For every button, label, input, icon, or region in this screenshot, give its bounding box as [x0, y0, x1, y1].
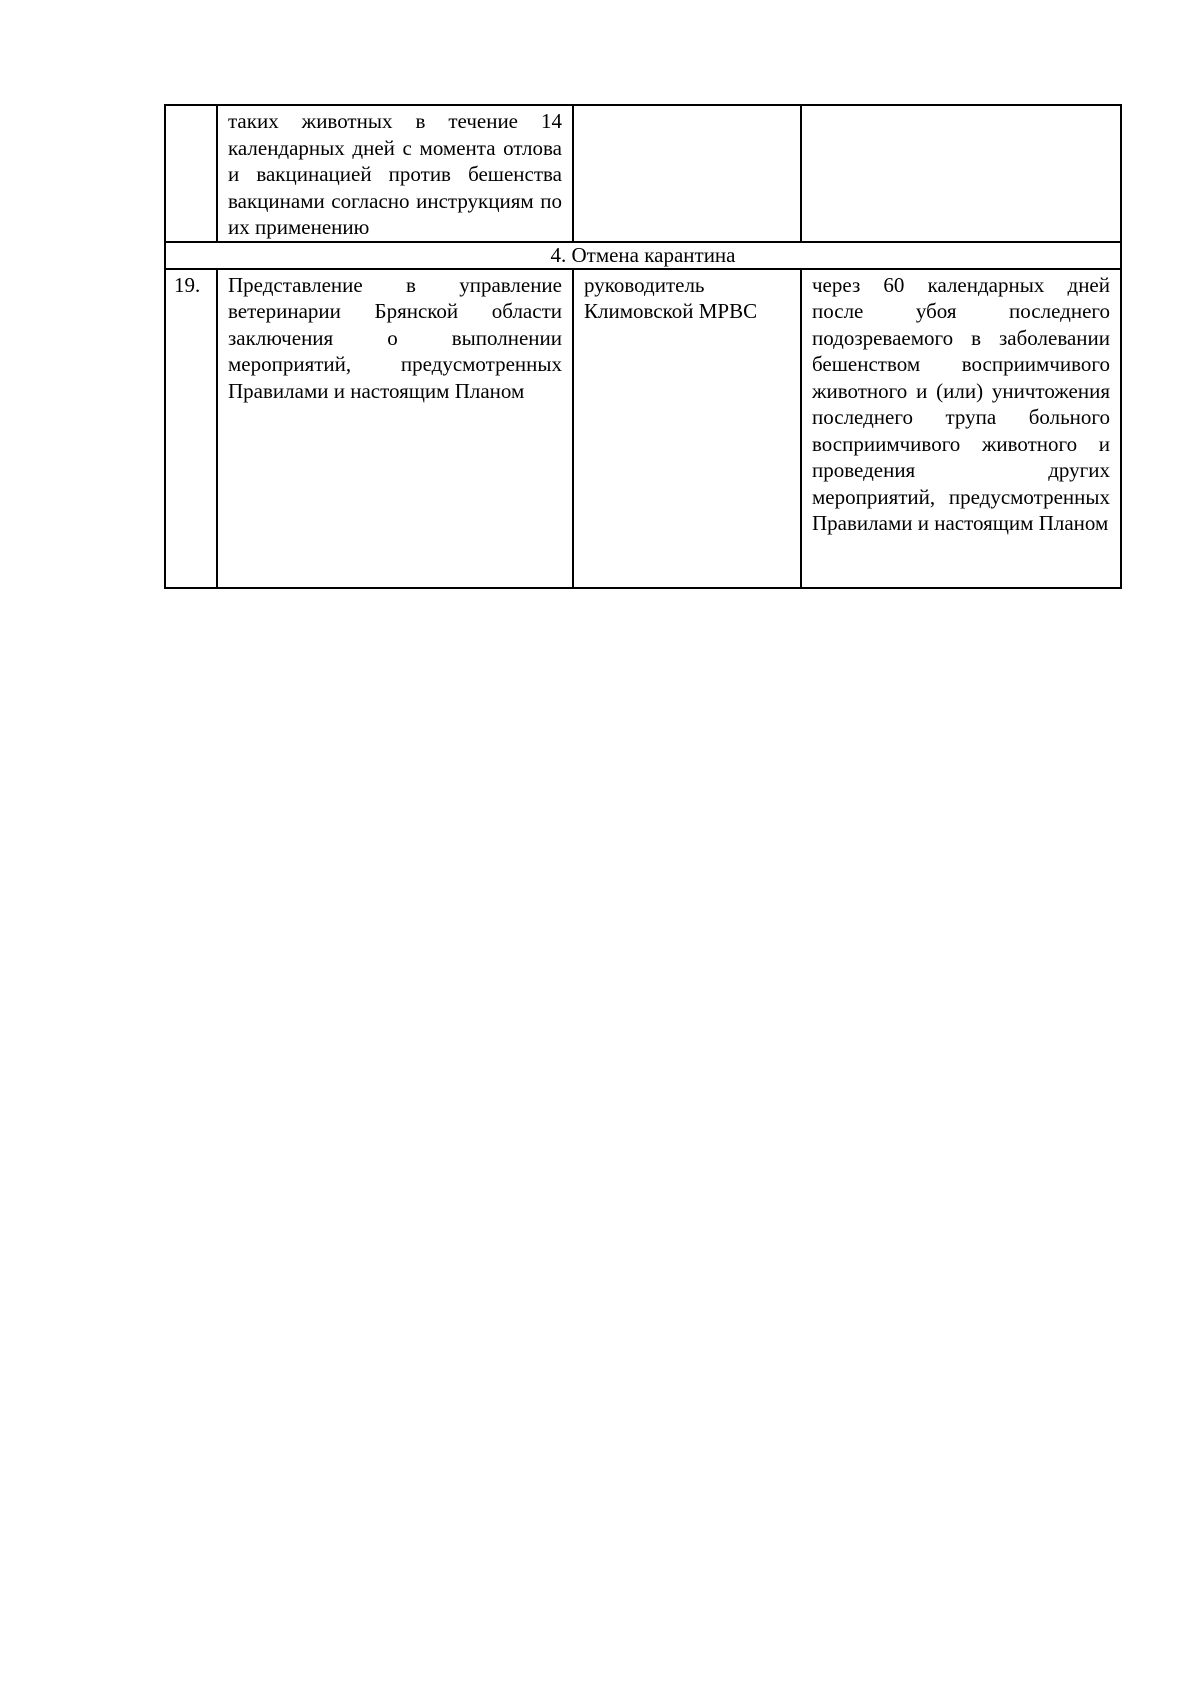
table-row-continuation	[165, 105, 1121, 242]
responsible-cell: руководитель Климовской МРВС	[573, 269, 801, 588]
action-cell: таких животных в течение 14 календарных дней с момента отлова и вакцинацией против бешенства вакцинами согласно инструкциям по их применению	[217, 105, 573, 242]
term-cell: через 60 календарных дней после убоя последнего подозреваемого в заболевании бешенством восприимчивого животного и (или) уничтожения последнего трупа больного восприимчивого животного и проведения других мероприятий, предусмотренных Правилами и настоящим Планом	[801, 269, 1121, 588]
row-number-cell: 19.	[165, 269, 217, 588]
measures-table	[164, 104, 1122, 589]
responsible-cell	[573, 105, 801, 242]
section-heading: 4. Отмена карантина	[165, 242, 1121, 269]
table-row-19	[165, 269, 1121, 588]
term-cell	[801, 105, 1121, 242]
row-number-cell	[165, 105, 217, 242]
section-heading-row	[165, 242, 1121, 269]
action-cell: Представление в управление ветеринарии Брянской области заключения о выполнении мероприятий, предусмотренных Правилами и настоящим Планом	[217, 269, 573, 588]
